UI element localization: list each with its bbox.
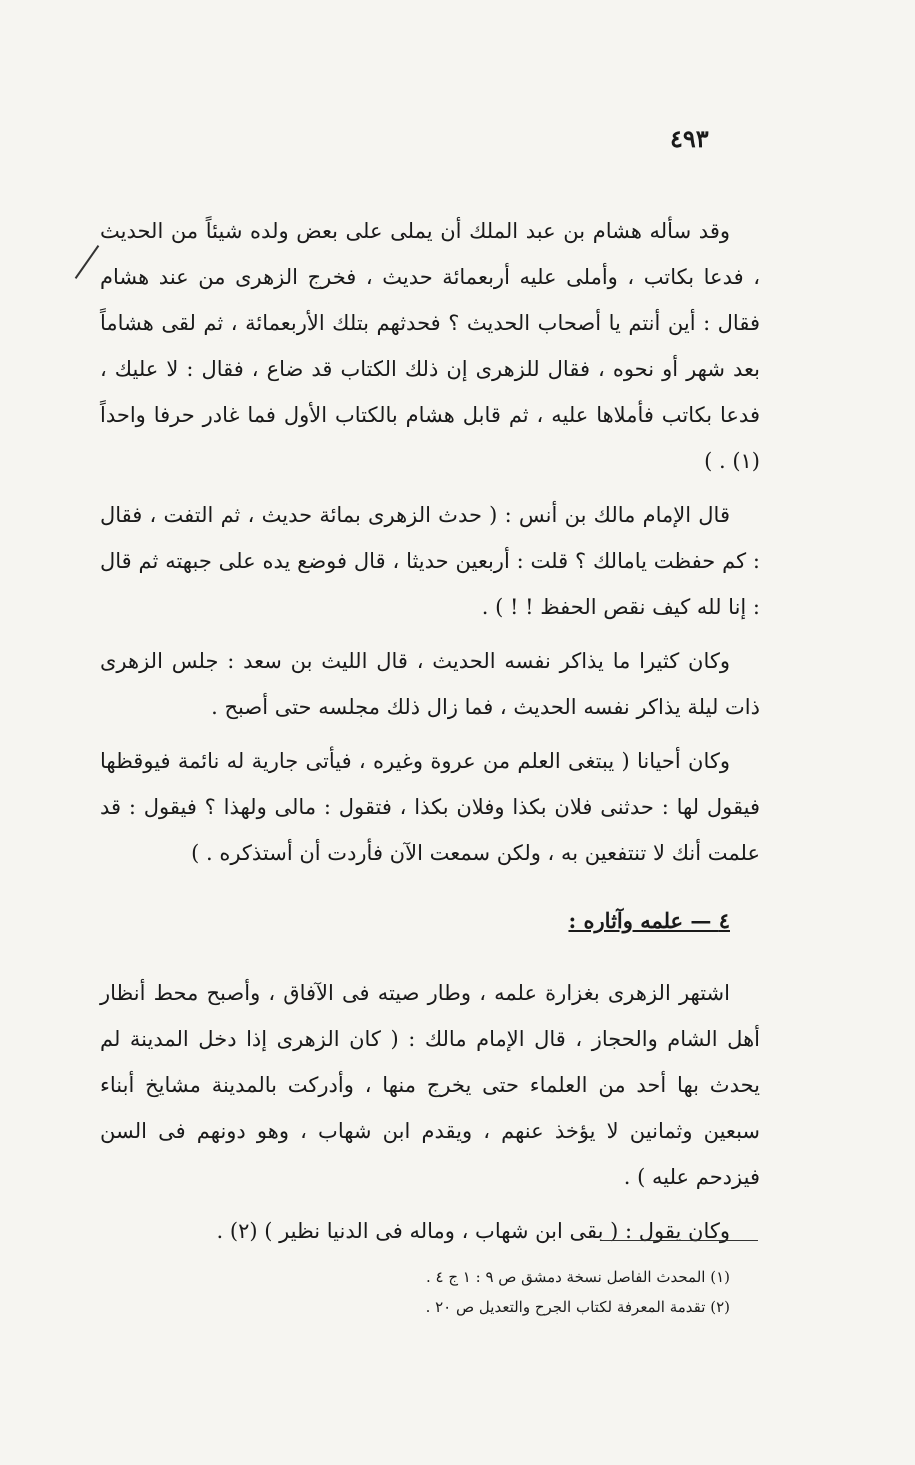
paragraph-malik: قال الإمام مالك بن أنس : ( حدث الزهرى بمائة حديث ، ثم التفت ، فقال : كم حفظت يامالك ؟ قلت : أربعين حديثا ، قال فوضع يده على جبهته ثم قال : إنا لله كيف نقص الحفظ ! ! ) .	[100, 503, 760, 619]
section-heading: ٤ — علمه وآثاره :	[568, 908, 730, 933]
footnotes	[300, 1262, 730, 1322]
margin-pencil-mark	[75, 245, 100, 279]
paragraph-quote: وكان يقول : ( بقى ابن شهاب ، وماله فى الدنيا نظير ) (٢) .	[216, 1219, 730, 1243]
paragraph-knowledge: اشتهر الزهرى بغزارة علمه ، وطار صيته فى الآفاق ، وأصبح محط أنظار أهل الشام والحجاز ، قال الإمام مالك : ( كان الزهرى إذا دخل المدينة لم يحدث بها أحد من العلماء حتى يخرج منها ، وأدركت بالمدينة مشايخ أبناء سبعين وثمانين لا يؤخذ عنهم ، ويقدم ابن شهاب ، وهو دونهم فى السن فيزدحم عليه ) .	[100, 981, 760, 1189]
footnote-2: (٢) تقدمة المعرفة لكتاب الجرح والتعديل ص ٢٠ .	[425, 1298, 730, 1316]
paragraph-layth: وكان كثيرا ما يذاكر نفسه الحديث ، قال الليث بن سعد : جلس الزهرى ذات ليلة يذاكر نفسه الحديث ، فما زال ذلك مجلسه حتى أصبح .	[100, 649, 760, 719]
footnote-divider	[600, 1240, 758, 1241]
body-text	[100, 208, 760, 1262]
page-number: ٤٩٣	[670, 124, 709, 153]
paragraph-hisham: وقد سأله هشام بن عبد الملك أن يملى على بعض ولده شيئاً من الحديث ، فدعا بكاتب ، وأملى عليه أربعمائة حديث ، فخرج الزهرى من عند هشام فقال : أين أنتم يا أصحاب الحديث ؟ فحدثهم بتلك الأربعمائة ، ثم لقى هشاماً بعد شهر أو نحوه ، فقال للزهرى إن ذلك الكتاب قد ضاع ، فقال : لا عليك ، فدعا بكاتب فأملاها عليه ، ثم قابل هشام بالكتاب الأول فما غادر حرفا واحداً (١) . )	[100, 219, 760, 473]
footnote-1: (١) المحدث الفاصل نسخة دمشق ص ٩ : ١ ج ٤ .	[425, 1268, 730, 1286]
paragraph-jariya: وكان أحيانا ( يبتغى العلم من عروة وغيره ، فيأتى جارية له نائمة فيوقظها فيقول لها : حدثنى فلان بكذا وفلان بكذا ، فتقول : مالى ولهذا ؟ فيقول : قد علمت أنك لا تنتفعين به ، ولكن سمعت الآن فأردت أن أستذكره . )	[100, 749, 760, 865]
